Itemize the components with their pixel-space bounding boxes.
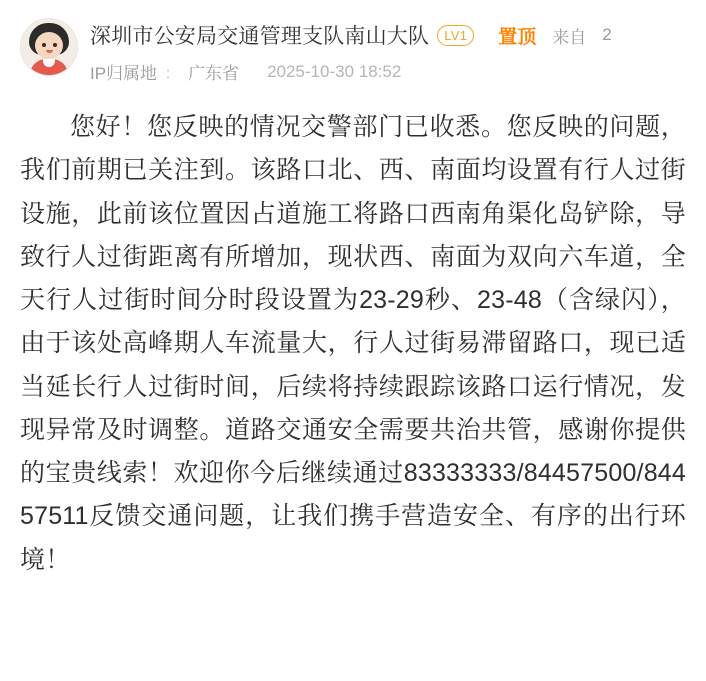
author-row — [90, 20, 686, 50]
author-name[interactable]: 深圳市公安局交通管理支队南山大队 — [90, 25, 430, 48]
avatar-right-eye-shape — [53, 43, 57, 47]
source-prefix-label: 来自 — [552, 27, 587, 47]
header-main — [90, 18, 686, 84]
ip-location-separator: ： — [164, 64, 182, 83]
post-header — [20, 18, 686, 84]
post-timestamp: 2025-10-30 18:52 — [267, 61, 402, 81]
source-name-label[interactable]: 2 — [602, 25, 612, 44]
level-badge: LV1 — [437, 25, 474, 46]
meta-row — [90, 59, 686, 84]
ip-location-value: 广东省 — [188, 64, 240, 83]
avatar-left-eye-shape — [42, 43, 46, 47]
ip-location-label: IP归属地 — [90, 64, 158, 83]
post-body-text: 您好！您反映的情况交警部门已收悉。您反映的问题，我们前期已关注到。该路口北、西、南面均设置有行人过街设施，此前该位置因占道施工将路口西南角渠化岛铲除，导致行人过街距离有所增加，现状西、南面为双向六车道，全天行人过街时间分时段设置为23-29秒、23-48（含绿闪），由于该处高峰期人车流量大，行人过街易滞留路口，现已适当延长行人过街时间，后续将持续跟踪该路口运行情况，发现异常及时调整。道路交通安全需要共治共管，感谢你提供的宝贵线索！欢迎你今后继续通过83333333/84457500/84457511反馈交通问题，让我们携手营造安全、有序的出行环境！ — [20, 113, 686, 574]
avatar[interactable] — [20, 18, 78, 76]
pinned-badge: 置顶 — [498, 26, 537, 48]
avatar-face-shape — [35, 32, 63, 59]
